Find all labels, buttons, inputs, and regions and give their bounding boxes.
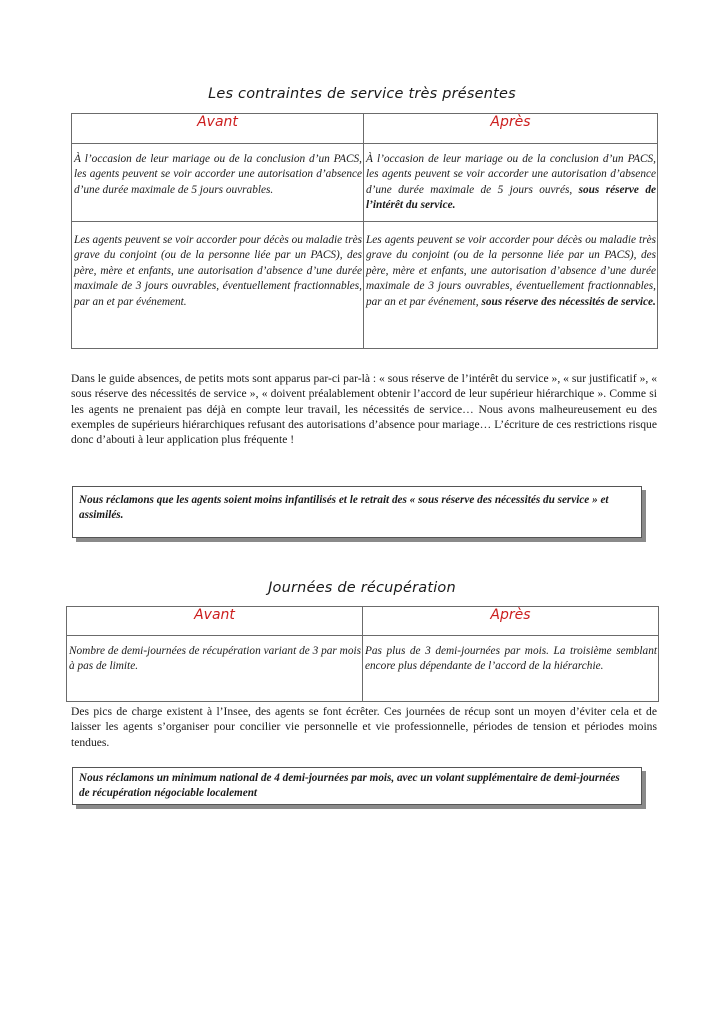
table-row — [363, 636, 659, 702]
claim-box: Nous réclamons que les agents soient moins infantilisés et le retrait des « sous réserve des nécessités du service » et assimilés. — [72, 486, 642, 538]
body-paragraph: Dans le guide absences, de petits mots sont apparus par-ci par-là : « sous réserve de l’intérêt du service », « sur justificatif », « sous réserve des nécessités de service », « doivent préalablement obtenir l’accord de leur supérieur hiérarchique ». Comme si les agents ne prenaient pas déjà en compte leur travail, les nécessités de service… Nous avons malheureusement eu des exemples de supérieurs hiérarchiques refusant des autorisations d’absence pour mariage… L’écriture de ces restrictions risque donc d’abouti à leur application plus fréquente ! — [71, 372, 657, 447]
header-before: Avant — [72, 114, 364, 144]
body-paragraph: Des pics de charge existent à l’Insee, des agents se font écrêter. Ces journées de récup sont un moyen d’éviter cela et de laisser les agents s’organiser pour concilier vie personnelle et vie professionnelle, périodes de tension et périodes moins tendues. — [71, 705, 657, 749]
header-after: Après — [363, 607, 659, 636]
cell-before: À l’occasion de leur mariage ou de la conclusion d’un PACS, les agents peuvent se voir accorder une autorisation d’absence d’une durée maximale de 5 jours ouvrables. — [74, 153, 362, 196]
table-row — [67, 636, 363, 702]
section-title-service-constraints: Les contraintes de service très présentes — [208, 86, 516, 102]
table-row — [364, 144, 658, 222]
cell-before: Les agents peuvent se voir accorder pour décès ou maladie très grave du conjoint (ou de la personne liée par un PACS), des père, mère et enfants, une autorisation d’absence d’une durée maximale de 3 jours ouvrables, éventuellement fractionnables, par an et par événement. — [74, 234, 362, 308]
emphasis-text: sous réserve des nécessités de service. — [481, 295, 656, 308]
emphasis-text: sous réserve de l’intérêt du service. — [366, 183, 656, 212]
cell-after: À l’occasion de leur mariage ou de la conclusion d’un PACS, les agents peuvent se voir accorder une autorisation d’absence d’une durée maximale de 5 jours ouvrés, sous réserve de l’intérêt du service. — [366, 153, 656, 212]
table-service-constraints — [71, 113, 658, 349]
table-recovery-days — [66, 606, 659, 702]
header-after: Après — [364, 114, 658, 144]
cell-after: Les agents peuvent se voir accorder pour décès ou maladie très grave du conjoint (ou de la personne liée par un PACS), des père, mère et enfants, une autorisation d’absence d’une durée maximale de 3 jours ouvrables, éventuellement fractionnables, par an et par événement, sous réserve des nécessités de service. — [366, 234, 656, 308]
header-before: Avant — [67, 607, 363, 636]
table-row — [364, 222, 658, 349]
table-row — [72, 222, 364, 349]
cell-after: Pas plus de 3 demi-journées par mois. La troisième semblant encore plus dépendante de l’accord de la hiérarchie. — [365, 645, 657, 673]
table-row — [72, 144, 364, 222]
cell-before: Nombre de demi-journées de récupération variant de 3 par mois à pas de limite. — [69, 645, 361, 673]
claim-box: Nous réclamons un minimum national de 4 demi-journées par mois, avec un volant supplémentaire de demi-journées de récupération négociable localement — [72, 767, 642, 805]
section-title-recovery-days: Journées de récupération — [268, 580, 456, 596]
